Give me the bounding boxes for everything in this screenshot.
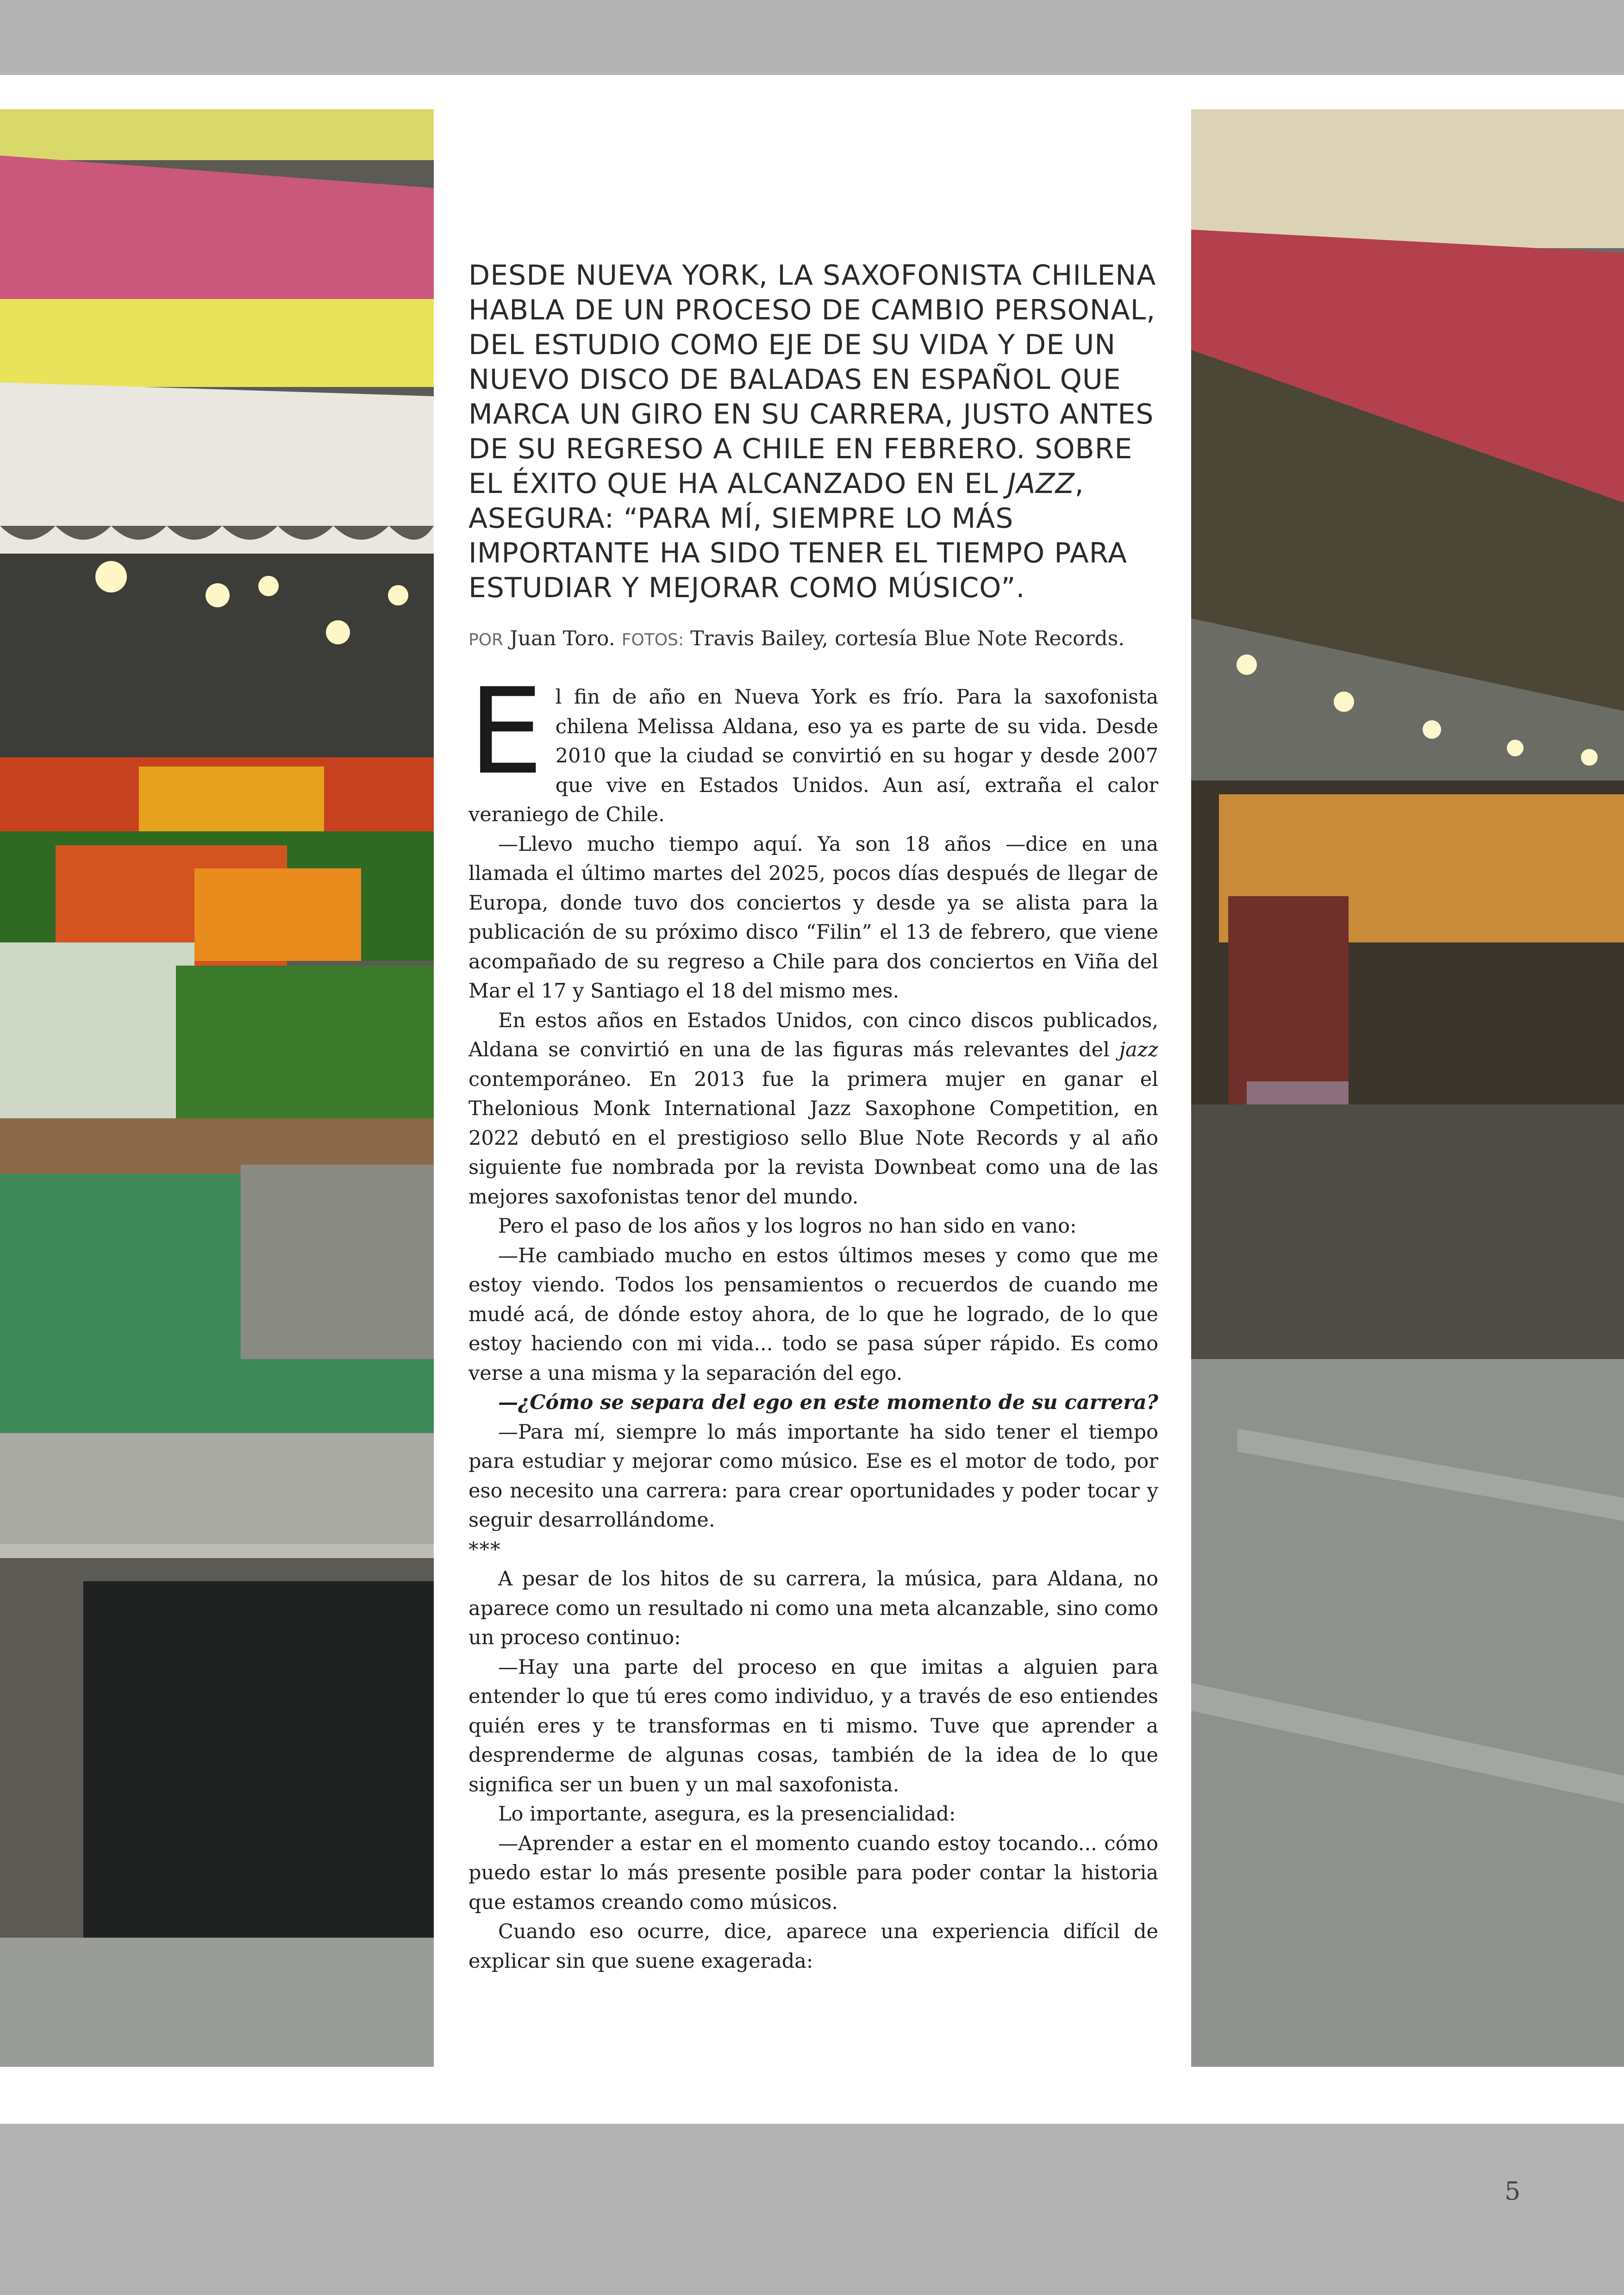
article-deck: DESDE NUEVA YORK, LA SAXOFONISTA CHILENA HABLA DE UN PROCESO DE CAMBIO PERSONAL, DEL ESTUDIO COMO EJE DE SU VIDA Y DE UN NUEVO DISCO DE BALADAS EN ESPAÑOL QUE MARCA UN GIRO EN SU CARRERA, JUSTO ANTES DE SU REGRESO A CHILE EN FEBRERO. SOBRE EL ÉXITO QUE HA ALCANZADO EN EL JAZZ, ASEGURA: “PARA MÍ, SIEMPRE LO MÁS IMPORTANTE HA SIDO TENER EL TIEMPO PARA ESTUDIAR Y MEJORAR COMO MÚSICO”. [468, 259, 1156, 604]
paragraph: —He cambiado mucho en estos últimos meses y como que me estoy viendo. Todos los pensamientos o recuerdos de cuando me mudé acá, de dónde estoy ahora, de lo que he logrado, de lo que estoy haciendo con mi vida... todo se pasa súper rápido. Es como verse a una misma y la separación del ego. [468, 1244, 1158, 1385]
market-photo-left [0, 109, 434, 2067]
street-market-image [1191, 109, 1624, 2067]
paragraph: A pesar de los hitos de su carrera, la música, para Aldana, no aparece como un resultado ni como una meta alcanzable, sino como un proceso continuo: [468, 1567, 1158, 1649]
paragraph: Pero el paso de los años y los logros no han sido en vano: [498, 1215, 1077, 1238]
byline [468, 625, 1158, 654]
article-column [468, 258, 1158, 1976]
interview-question: —¿Cómo se separa del ego en este momento de su carrera? [498, 1391, 1158, 1414]
byline-por-label: POR [468, 630, 504, 649]
byline-photo-credit: Travis Bailey, cortesía Blue Note Records. [690, 627, 1125, 650]
byline-fotos-label: FOTOS: [621, 630, 684, 649]
paragraph: Cuando eso ocurre, dice, aparece una experiencia difícil de explicar sin que suene exagerada: [468, 1920, 1158, 1973]
paragraph: —Hay una parte del proceso en que imitas a alguien para entender lo que tú eres como individuo, y a través de eso entiendes quién eres y te transformas en ti mismo. Tuve que aprender a desprenderme de algunas cosas, también de la idea de lo que significa ser un buen y un mal saxofonista. [468, 1655, 1158, 1796]
section-separator: *** [468, 1538, 501, 1561]
paragraph: —Aprender a estar en el momento cuando estoy tocando... cómo puedo estar lo más presente posible para poder contar la historia que estamos creando como músicos. [468, 1832, 1158, 1914]
market-photo-right [1191, 109, 1624, 2067]
paragraph: En estos años en Estados Unidos, con cinco discos publicados, Aldana se convirtió en una de las figuras más relevantes del jazz contemporáneo. En 2013 fue la primera mujer en ganar el Thelonious Monk International Jazz Saxophone Competition, en 2022 debutó en el prestigioso sello Blue Note Records y al año siguiente fue nombrada por la revista Downbeat como una de las mejores saxofonistas tenor del mundo. [468, 1009, 1158, 1209]
magazine-page [0, 75, 1624, 2206]
page-number: 5 [1505, 2177, 1521, 2206]
byline-author: Juan Toro. [510, 627, 615, 650]
paragraph: —Para mí, siempre lo más importante ha sido tener el tiempo para estudiar y mejorar como músico. Ese es el motor de todo, por eso necesito una carrera: para crear oportunidades y poder tocar y seguir desarrollándome. [468, 1420, 1158, 1532]
paragraph: Lo importante, asegura, es la presencialidad: [498, 1802, 956, 1826]
paragraph: El fin de año en Nueva York es frío. Para la saxofonista chilena Melissa Aldana, eso ya es parte de su vida. Desde 2010 que la ciudad se convirtió en su hogar y desde 2007 que vive en Estados Unidos. Aun así, extraña el calor veraniego de Chile. [468, 663, 1158, 826]
vegetable-stall-image [0, 109, 434, 2067]
drop-cap: E [468, 663, 543, 801]
article-body [468, 663, 1158, 1976]
paragraph: —Llevo mucho tiempo aquí. Ya son 18 años —dice en una llamada el último martes del 2025, pocos días después de llegar de Europa, donde tuvo dos conciertos y desde ya se alista para la publicación de su próximo disco “Filin” el 13 de febrero, que viene acompañado de su regreso a Chile para dos conciertos en Viña del Mar el 17 y Santiago el 18 del mismo mes. [468, 832, 1158, 1003]
deck-italic-jazz: JAZZ [1007, 468, 1075, 500]
